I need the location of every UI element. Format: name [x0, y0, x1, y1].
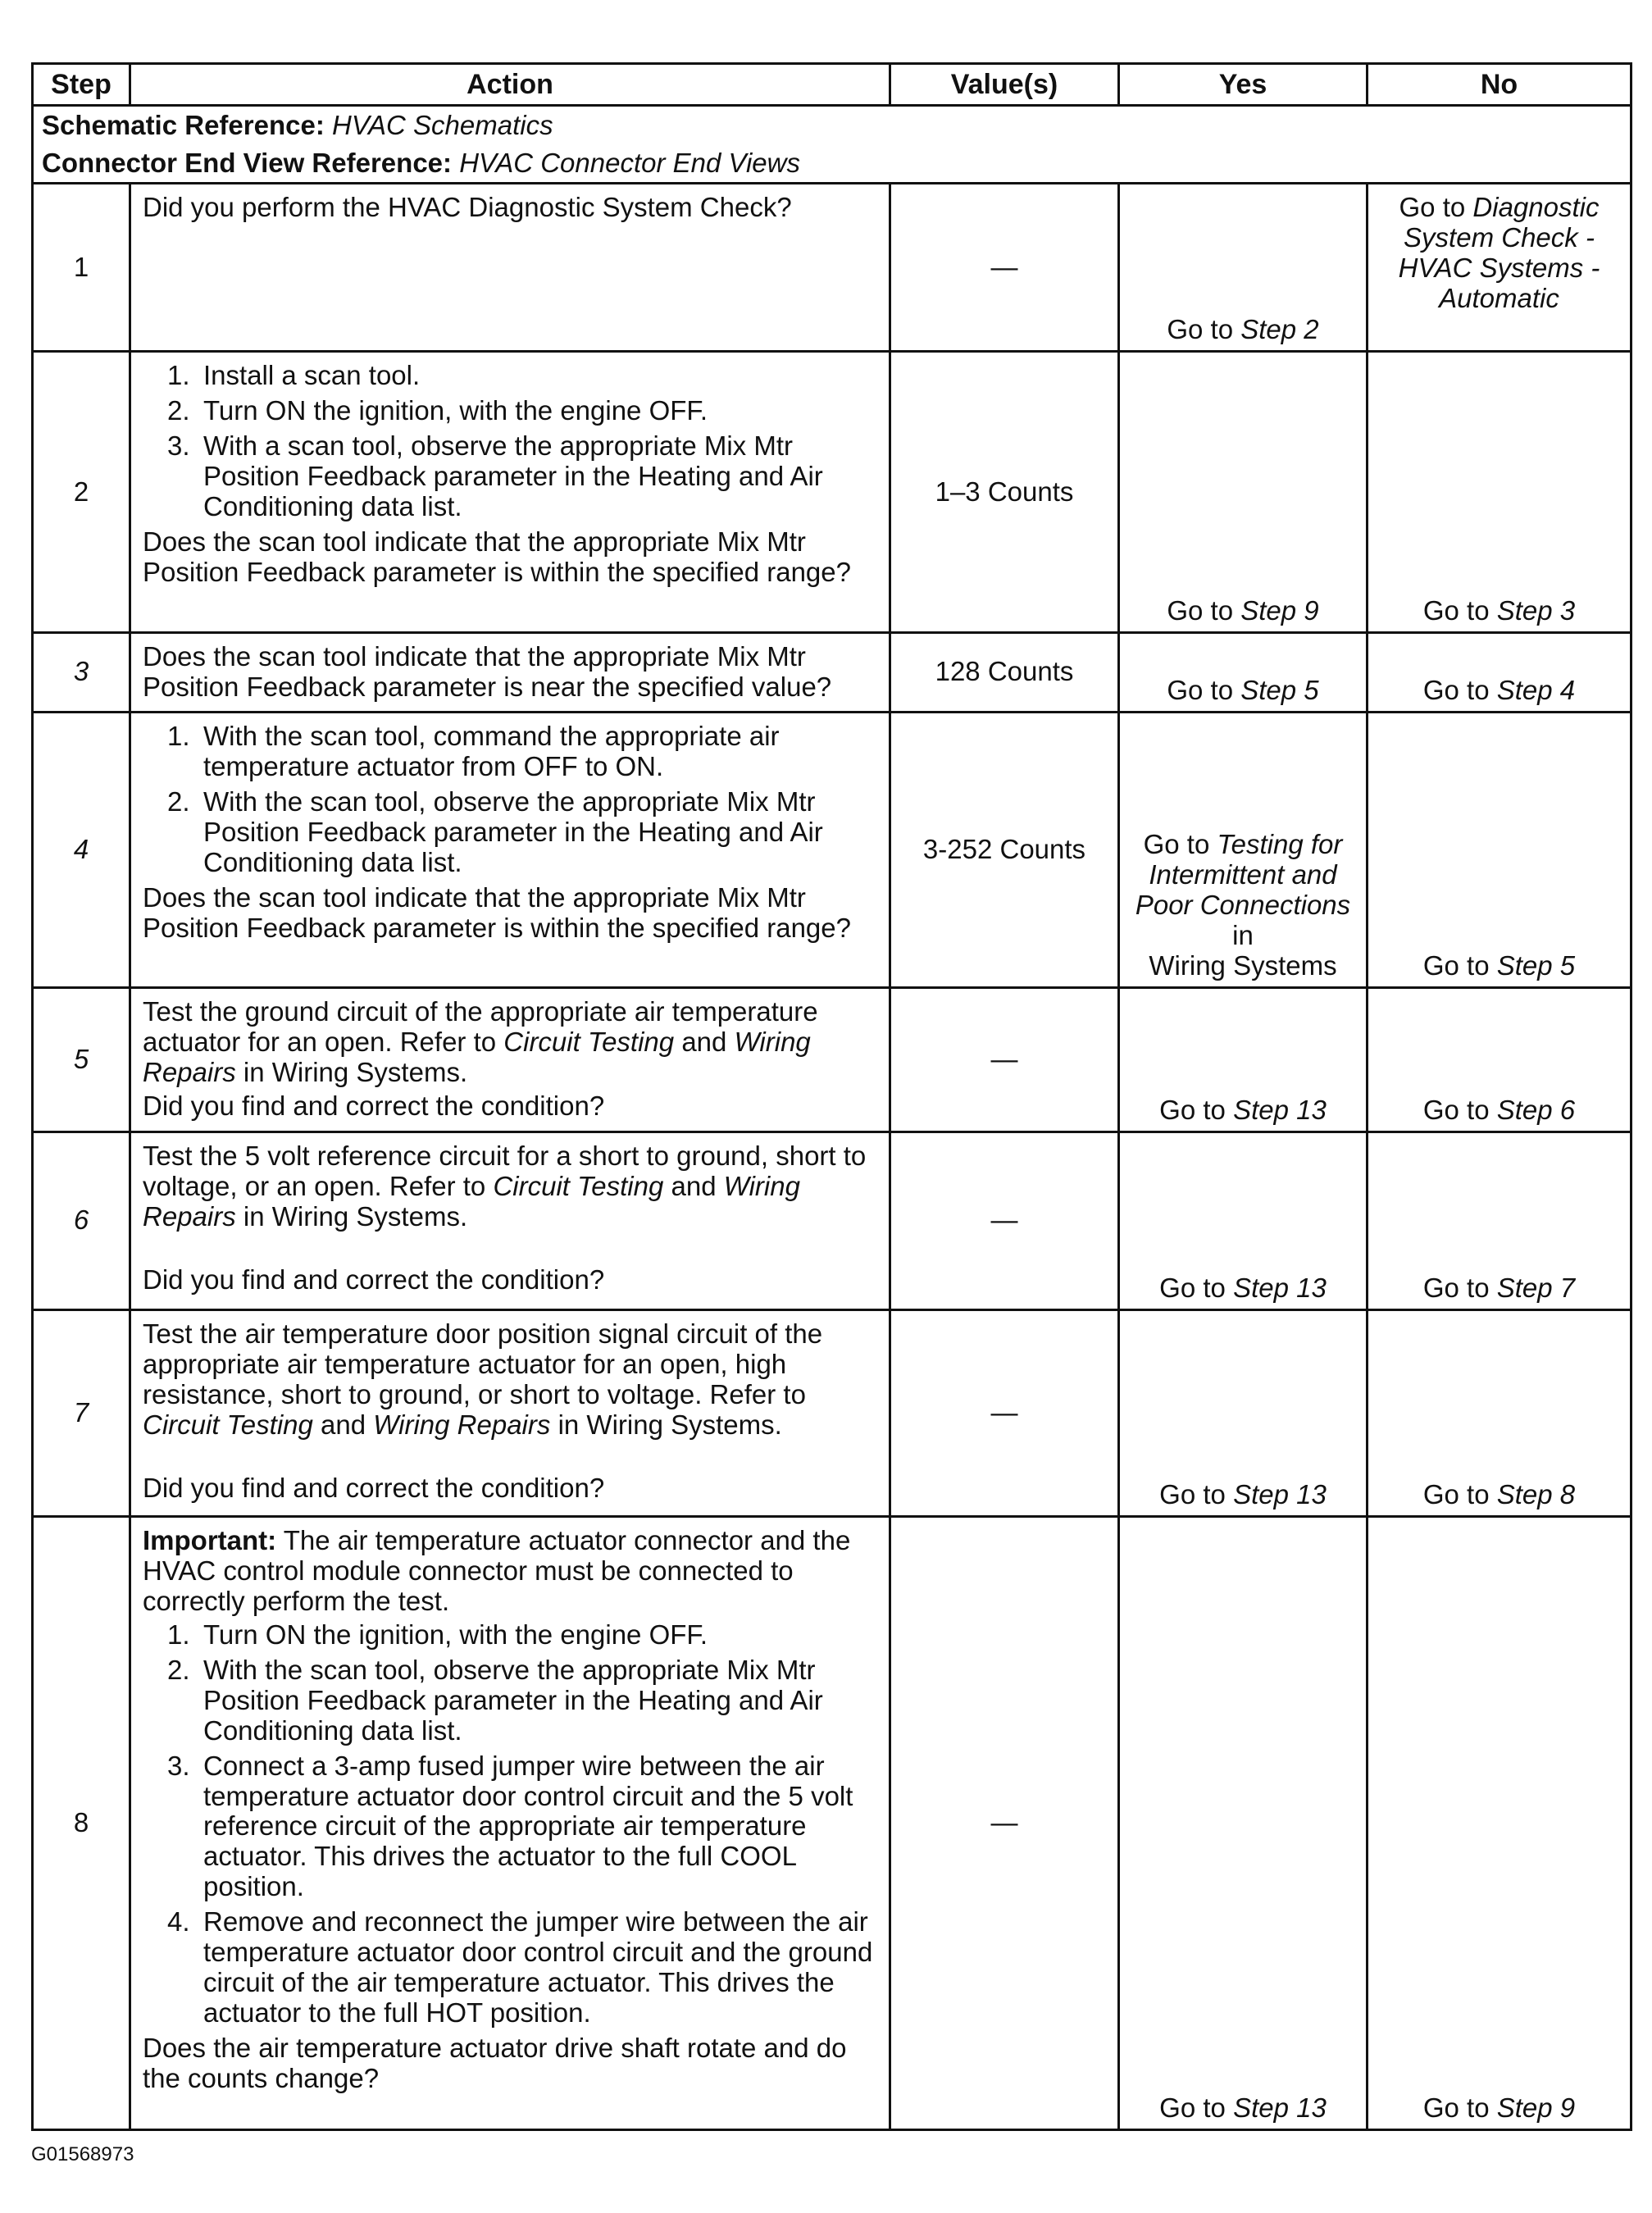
yes-step-link[interactable]: Step 9: [1240, 595, 1319, 626]
schematic-reference-label: Schematic Reference:: [42, 109, 325, 140]
no-step-link[interactable]: Step 9: [1496, 2092, 1576, 2123]
value-cell: 3-252 Counts: [890, 712, 1119, 987]
table-row: [33, 712, 1632, 987]
no-cell: [1368, 1132, 1632, 1309]
list-text: Remove and reconnect the jumper wire between the air temperature actuator door control circuit and the ground circuit of the air temperature actuator. This drives the actuator to the full HOT position.: [203, 1906, 873, 2029]
step-number: 4: [33, 712, 130, 987]
action-question: Did you find and correct the condition?: [143, 1090, 605, 1121]
value-cell: —: [890, 1516, 1119, 2129]
no-cell: [1368, 1516, 1632, 2129]
spacer: [143, 1236, 877, 1262]
no-link-line: System Check -: [1404, 221, 1595, 253]
action-question: Did you perform the HVAC Diagnostic System Check?: [143, 192, 792, 222]
no-step-link[interactable]: Step 5: [1496, 949, 1576, 981]
go-to-label: Go to: [1422, 1478, 1490, 1509]
yes-cell: [1119, 633, 1368, 713]
go-to-label: Go to: [1422, 595, 1490, 626]
list-number: 2.: [167, 1654, 190, 1685]
circuit-testing-link[interactable]: Circuit Testing: [503, 1026, 675, 1057]
action-cell: [130, 1132, 890, 1309]
yes-link-line: Poor Connections: [1135, 890, 1351, 921]
table-row: [33, 633, 1632, 713]
list-item: [143, 1655, 877, 1746]
action-cell: [130, 1516, 890, 2129]
go-to-label: Go to: [1422, 1272, 1490, 1303]
yes-cell: [1119, 1516, 1368, 2129]
no-step-link[interactable]: Step 6: [1496, 1094, 1576, 1125]
list-text: With the scan tool, command the appropriate air temperature actuator from OFF to ON.: [203, 720, 780, 781]
list-number: 2.: [167, 785, 190, 817]
yes-link-line: Intermittent and: [1149, 859, 1337, 890]
list-item: [143, 722, 877, 782]
list-number: 1.: [167, 720, 190, 751]
action-cell: [130, 184, 890, 352]
list-text: Install a scan tool.: [203, 360, 421, 390]
header-step: Step: [33, 64, 130, 106]
list-item: [143, 396, 877, 426]
go-to-label: Go to: [1159, 1094, 1226, 1125]
important-label: Important:: [143, 1524, 277, 1555]
list-text: With the scan tool, observe the appropriate Mix Mtr Position Feedback parameter in the Heating and Air Conditioning data list.: [203, 785, 823, 877]
list-item: [143, 1751, 877, 1903]
yes-link-line: Wiring Systems: [1149, 949, 1337, 981]
list-item: [143, 1620, 877, 1651]
action-question: Does the scan tool indicate that the appropriate Mix Mtr Position Feedback parameter is within the specified range?: [143, 881, 851, 943]
value-cell: —: [890, 987, 1119, 1132]
no-link[interactable]: [1380, 192, 1618, 314]
circuit-testing-link[interactable]: Circuit Testing: [143, 1409, 313, 1440]
yes-cell: [1119, 352, 1368, 633]
no-cell: [1368, 1309, 1632, 1516]
go-to-label: Go to: [1422, 1094, 1490, 1125]
connector-reference-label: Connector End View Reference:: [42, 147, 453, 178]
yes-step-link[interactable]: Step 13: [1233, 1478, 1327, 1509]
yes-step-link[interactable]: Step 13: [1233, 2092, 1327, 2123]
instruction-text: in Wiring Systems.: [243, 1056, 468, 1087]
instruction-text: and: [671, 1170, 717, 1201]
action-cell: [130, 633, 890, 713]
step-number: 3: [33, 633, 130, 713]
table-row: [33, 1516, 1632, 2129]
yes-step-link[interactable]: Step 2: [1240, 314, 1319, 345]
go-to-label: Go to: [1159, 2092, 1226, 2123]
no-step-link[interactable]: Step 4: [1496, 674, 1576, 705]
value-cell: —: [890, 1132, 1119, 1309]
go-to-label: Go to: [1422, 949, 1490, 981]
go-to-label: Go to: [1167, 314, 1234, 345]
action-instruction: [143, 1319, 877, 1441]
instruction-text: and: [681, 1026, 727, 1057]
diagnostic-table: [31, 62, 1632, 2131]
instruction-text: Test the ground circuit of the appropriate air temperature actuator for an open. Refer to: [143, 995, 818, 1057]
no-cell: [1368, 352, 1632, 633]
schematic-reference-row: [33, 106, 1632, 145]
header-row: [33, 64, 1632, 106]
value-cell: —: [890, 184, 1119, 352]
go-to-label: Go to: [1159, 1478, 1226, 1509]
list-text: With a scan tool, observe the appropriate Mix Mtr Position Feedback parameter in the Heating and Air Conditioning data list.: [203, 430, 823, 521]
go-to-label: Go to: [1422, 2092, 1490, 2123]
list-text: Turn ON the ignition, with the engine OFF.: [203, 1619, 708, 1650]
header-action: Action: [130, 64, 890, 106]
action-question: Did you find and correct the condition?: [143, 1472, 605, 1503]
step-number: 7: [33, 1309, 130, 1516]
header-yes: Yes: [1119, 64, 1368, 106]
yes-link-line: Testing for: [1217, 829, 1343, 860]
instruction-text: Test the air temperature door position signal circuit of the appropriate air temperature actuator for an open, high resistance, short to ground, or short to voltage. Refer to: [143, 1318, 823, 1409]
action-question: Does the scan tool indicate that the appropriate Mix Mtr Position Feedback parameter is within the specified range?: [143, 526, 851, 587]
action-cell: [130, 712, 890, 987]
table-row: [33, 1132, 1632, 1309]
go-to-label: Go to: [1167, 674, 1234, 705]
value-cell: 128 Counts: [890, 633, 1119, 713]
procedure-list: [143, 722, 877, 878]
list-number: 1.: [167, 360, 190, 390]
schematic-reference-link[interactable]: HVAC Schematics: [332, 109, 553, 140]
go-to-label: Go to: [1399, 192, 1466, 222]
no-step-link[interactable]: Step 3: [1496, 595, 1576, 626]
action-cell: [130, 352, 890, 633]
go-to-label: Go to: [1159, 1272, 1226, 1303]
step-number: 5: [33, 987, 130, 1132]
table-row: [33, 987, 1632, 1132]
yes-cell: [1119, 184, 1368, 352]
list-text: With the scan tool, observe the appropriate Mix Mtr Position Feedback parameter in the Heating and Air Conditioning data list.: [203, 1654, 823, 1746]
go-to-label: Go to: [1422, 674, 1490, 705]
yes-cell: [1119, 1309, 1368, 1516]
yes-step-link[interactable]: Step 5: [1240, 674, 1319, 705]
action-instruction: [143, 1141, 877, 1232]
list-number: 3.: [167, 1750, 190, 1781]
important-note: [143, 1526, 877, 1617]
list-number: 1.: [167, 1619, 190, 1650]
header-values: Value(s): [890, 64, 1119, 106]
no-link-line: Automatic: [1439, 282, 1559, 313]
instruction-text: and: [321, 1409, 366, 1440]
step-number: 1: [33, 184, 130, 352]
action-question: Does the scan tool indicate that the appropriate Mix Mtr Position Feedback parameter is near the specified value?: [143, 641, 832, 702]
yes-cell: [1119, 712, 1368, 987]
instruction-text: in Wiring Systems.: [243, 1200, 468, 1232]
no-step-link[interactable]: Step 7: [1496, 1272, 1576, 1303]
step-number: 8: [33, 1516, 130, 2129]
no-link-line: Diagnostic: [1472, 192, 1600, 222]
no-link-line: HVAC Systems -: [1398, 252, 1600, 283]
no-cell: [1368, 987, 1632, 1132]
yes-link[interactable]: [1131, 829, 1354, 981]
step-number: 6: [33, 1132, 130, 1309]
list-text: Turn ON the ignition, with the engine OFF.: [203, 394, 708, 426]
wiring-repairs-link[interactable]: Wiring Repairs: [143, 1026, 811, 1087]
no-cell: [1368, 633, 1632, 713]
wiring-repairs-link[interactable]: Wiring Repairs: [143, 1170, 800, 1232]
connector-reference-row: [33, 144, 1632, 184]
yes-step-link[interactable]: Step 13: [1233, 1272, 1327, 1303]
action-question: Does the air temperature actuator drive shaft rotate and do the counts change?: [143, 2033, 847, 2094]
procedure-list: [143, 1620, 877, 2029]
list-item: [143, 1907, 877, 2029]
list-number: 3.: [167, 430, 190, 461]
table-row: [33, 352, 1632, 633]
action-cell: [130, 1309, 890, 1516]
step-number: 2: [33, 352, 130, 633]
in-label: in: [1232, 920, 1254, 950]
yes-step-link[interactable]: Step 13: [1233, 1094, 1327, 1125]
spacer: [143, 1444, 877, 1470]
important-text: The air temperature actuator connector and the HVAC control module connector must be connected to correctly perform the test.: [143, 1524, 851, 1616]
wiring-repairs-link[interactable]: Wiring Repairs: [373, 1409, 551, 1440]
action-instruction: [143, 997, 877, 1088]
connector-reference-link[interactable]: HVAC Connector End Views: [459, 147, 800, 178]
table-row: [33, 1309, 1632, 1516]
table-row: [33, 184, 1632, 352]
list-item: [143, 361, 877, 391]
yes-cell: [1119, 1132, 1368, 1309]
header-no: No: [1368, 64, 1632, 106]
no-step-link[interactable]: Step 8: [1496, 1478, 1576, 1509]
value-cell: —: [890, 1309, 1119, 1516]
list-number: 2.: [167, 394, 190, 426]
instruction-text: Test the 5 volt reference circuit for a short to ground, short to voltage, or an open. Refer to: [143, 1140, 867, 1201]
list-item: [143, 431, 877, 522]
list-item: [143, 787, 877, 878]
yes-cell: [1119, 987, 1368, 1132]
action-cell: [130, 987, 890, 1132]
figure-code: G01568973: [31, 2143, 134, 2165]
value-cell: 1–3 Counts: [890, 352, 1119, 633]
no-cell: [1368, 184, 1632, 352]
circuit-testing-link[interactable]: Circuit Testing: [493, 1170, 664, 1201]
instruction-text: in Wiring Systems.: [557, 1409, 782, 1440]
go-to-label: Go to: [1167, 595, 1234, 626]
list-number: 4.: [167, 1906, 190, 1938]
action-question: Did you find and correct the condition?: [143, 1264, 605, 1295]
list-text: Connect a 3-amp fused jumper wire between the air temperature actuator door control circuit and the 5 volt reference circuit of the appropriate air temperature actuator. This drives the actuator to the full COOL position.: [203, 1750, 853, 1902]
procedure-list: [143, 361, 877, 522]
no-cell: [1368, 712, 1632, 987]
go-to-label: Go to: [1143, 829, 1210, 860]
